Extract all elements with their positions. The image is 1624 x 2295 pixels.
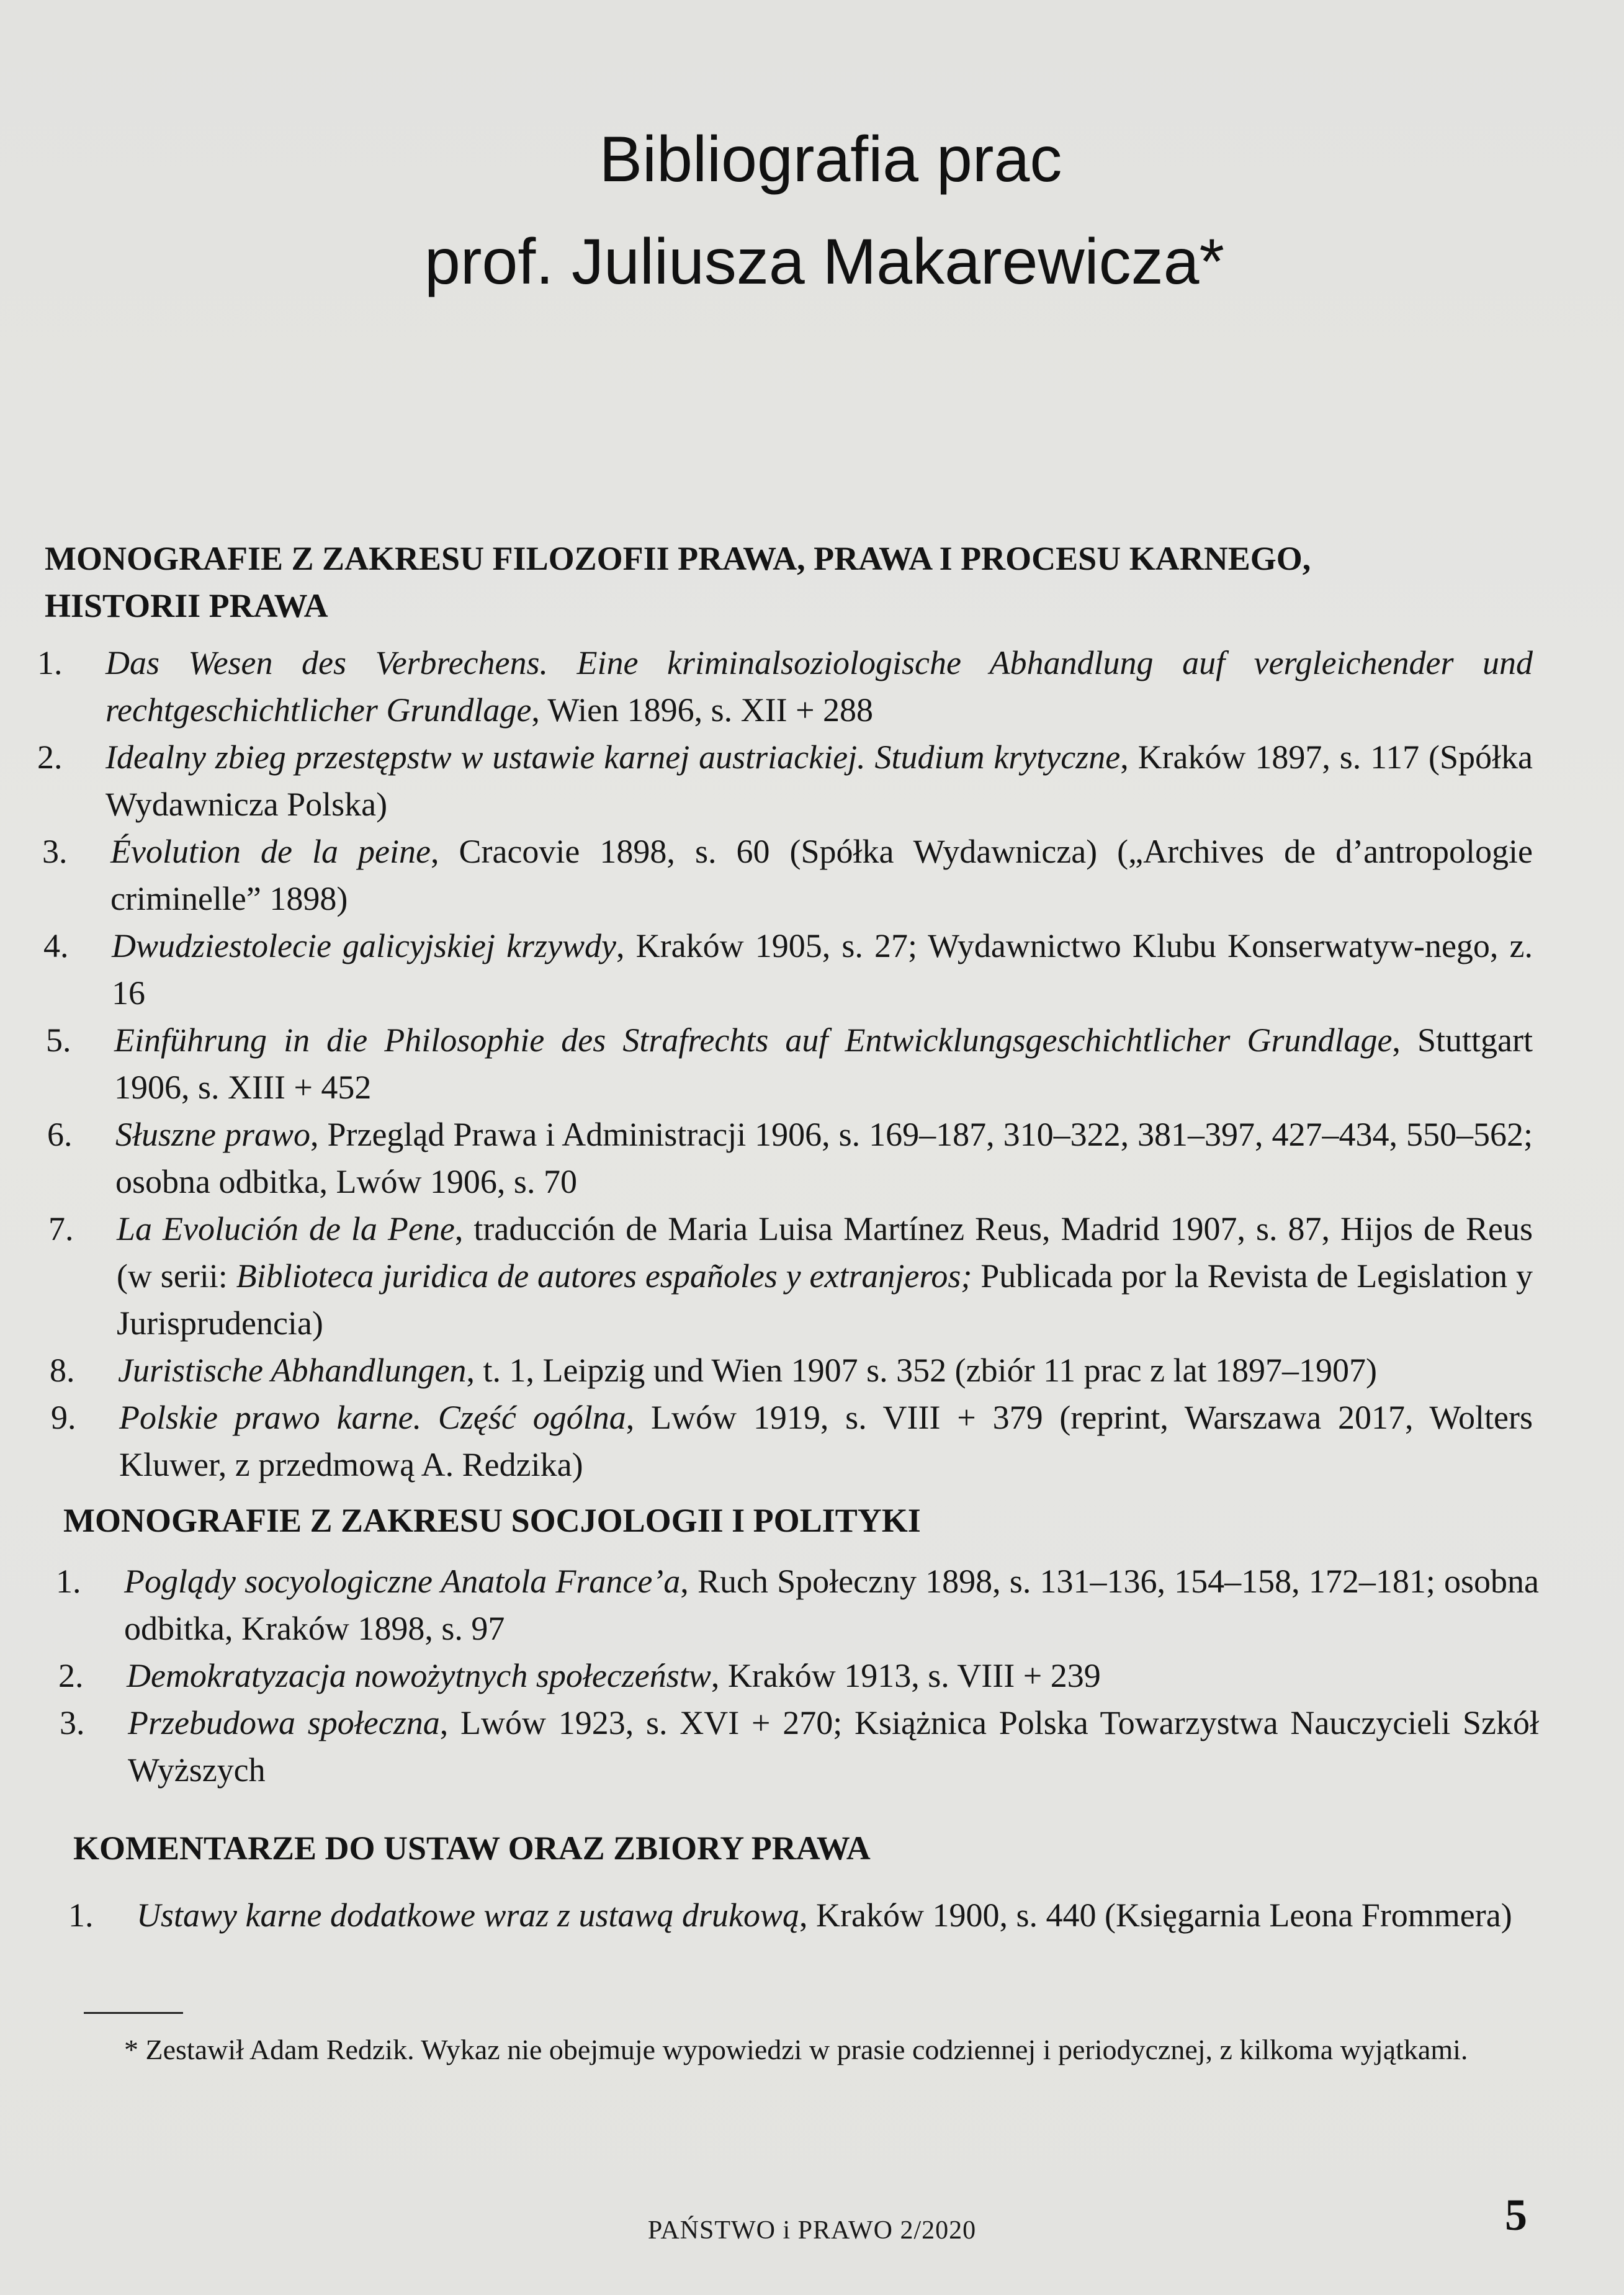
section-heading-line: HISTORII PRAWA bbox=[45, 587, 328, 624]
section-heading-commentaries bbox=[73, 1825, 1538, 1872]
list-item: 2. Demokratyzacja nowożytnych społeczeństw, Kraków 1913, s. VIII + 239 bbox=[58, 1657, 1101, 1694]
list-item: 6. Słuszne prawo, Przegląd Prawa i Administracji 1906, s. 169–187, 310–322, 381–397, 427–434, 550–562; osobna odbitka, Lwów 1906, s. 70 bbox=[47, 1116, 1533, 1200]
list-item: 2. Idealny zbieg przestępstw w ustawie karnej austriackiej. Studium krytyczne, Kraków 1897, s. 117 (Spółka Wydawnicza Polska) bbox=[37, 739, 1533, 823]
page-number: 5 bbox=[1505, 2190, 1527, 2240]
section-heading-line: KOMENTARZE DO USTAW ORAZ ZBIORY PRAWA bbox=[73, 1830, 871, 1867]
bibliography-list-commentaries bbox=[68, 1892, 1542, 1939]
footnote-text: * Zestawił Adam Redzik. Wykaz nie obejmuje wypowiedzi w prasie codziennej i periodycznej, z kilkoma wyjątkami. bbox=[124, 2034, 1468, 2065]
list-item: 8. Juristische Abhandlungen, t. 1, Leipzig und Wien 1907 s. 352 (zbiór 11 prac z lat 1897–1907) bbox=[50, 1352, 1377, 1389]
section-heading-legal-philosophy bbox=[45, 535, 1534, 629]
page-title-line-1: Bibliografia prac bbox=[599, 124, 1062, 195]
bibliography-list-sociology-politics bbox=[56, 1558, 1540, 1794]
section-heading-line: MONOGRAFIE Z ZAKRESU FILOZOFII PRAWA, PRAWA I PROCESU KARNEGO, bbox=[45, 540, 1311, 577]
list-item: 1. Poglądy socyologiczne Anatola France’a, Ruch Społeczny 1898, s. 131–136, 154–158, 172–181; osobna odbitka, Kraków 1898, s. 97 bbox=[56, 1563, 1539, 1647]
list-item: 3. Évolution de la peine, Cracovie 1898, s. 60 (Spółka Wydawnicza) („Archives de d’antropologie criminelle” 1898) bbox=[42, 833, 1533, 917]
page-title-line-2: prof. Juliusza Makarewicza* bbox=[424, 226, 1224, 298]
section-heading-line: MONOGRAFIE Z ZAKRESU SOCJOLOGII I POLITYKI bbox=[63, 1502, 921, 1539]
footnote-divider bbox=[84, 2012, 183, 2014]
list-item: 1. Das Wesen des Verbrechens. Eine kriminalsoziologische Abhandlung auf vergleichender und rechtgeschichtlicher Grundlage, Wien 1896, s. XII + 288 bbox=[37, 644, 1533, 729]
journal-running-footer: PAŃSTWO i PRAWO 2/2020 bbox=[647, 2216, 977, 2245]
list-item: 3. Przebudowa społeczna, Lwów 1923, s. XVI + 270; Książnica Polska Towarzystwa Nauczycieli Szkół Wyższych bbox=[60, 1704, 1540, 1789]
list-item: 4. Dwudziestolecie galicyjskiej krzywdy, Kraków 1905, s. 27; Wydawnictwo Klubu Konserwatyw-nego, z. 16 bbox=[43, 927, 1533, 1012]
bibliography-list-legal-philosophy bbox=[37, 639, 1533, 1488]
footnote bbox=[81, 2029, 1539, 2070]
section-heading-sociology-politics bbox=[63, 1497, 1540, 1544]
list-item: 5. Einführung in die Philosophie des Strafrechts auf Entwicklungsgeschichtlicher Grundlage, Stuttgart 1906, s. XIII + 452 bbox=[46, 1022, 1533, 1106]
list-item: 9. Polskie prawo karne. Część ogólna, Lwów 1919, s. VIII + 379 (reprint, Warszawa 2017, Wolters Kluwer, z przedmową A. Redzika) bbox=[51, 1399, 1533, 1483]
list-item: 1. Ustawy karne dodatkowe wraz z ustawą drukową, Kraków 1900, s. 440 (Księgarnia Leona Frommera) bbox=[68, 1897, 1512, 1934]
list-item: 7. La Evolución de la Pene, traducción de Maria Luisa Martínez Reus, Madrid 1907, s. 87, Hijos de Reus (w serii: Biblioteca juridica de autores españoles y extranjeros; Publicada por la Revista de Legislation y Jurisprudencia) bbox=[48, 1210, 1533, 1342]
